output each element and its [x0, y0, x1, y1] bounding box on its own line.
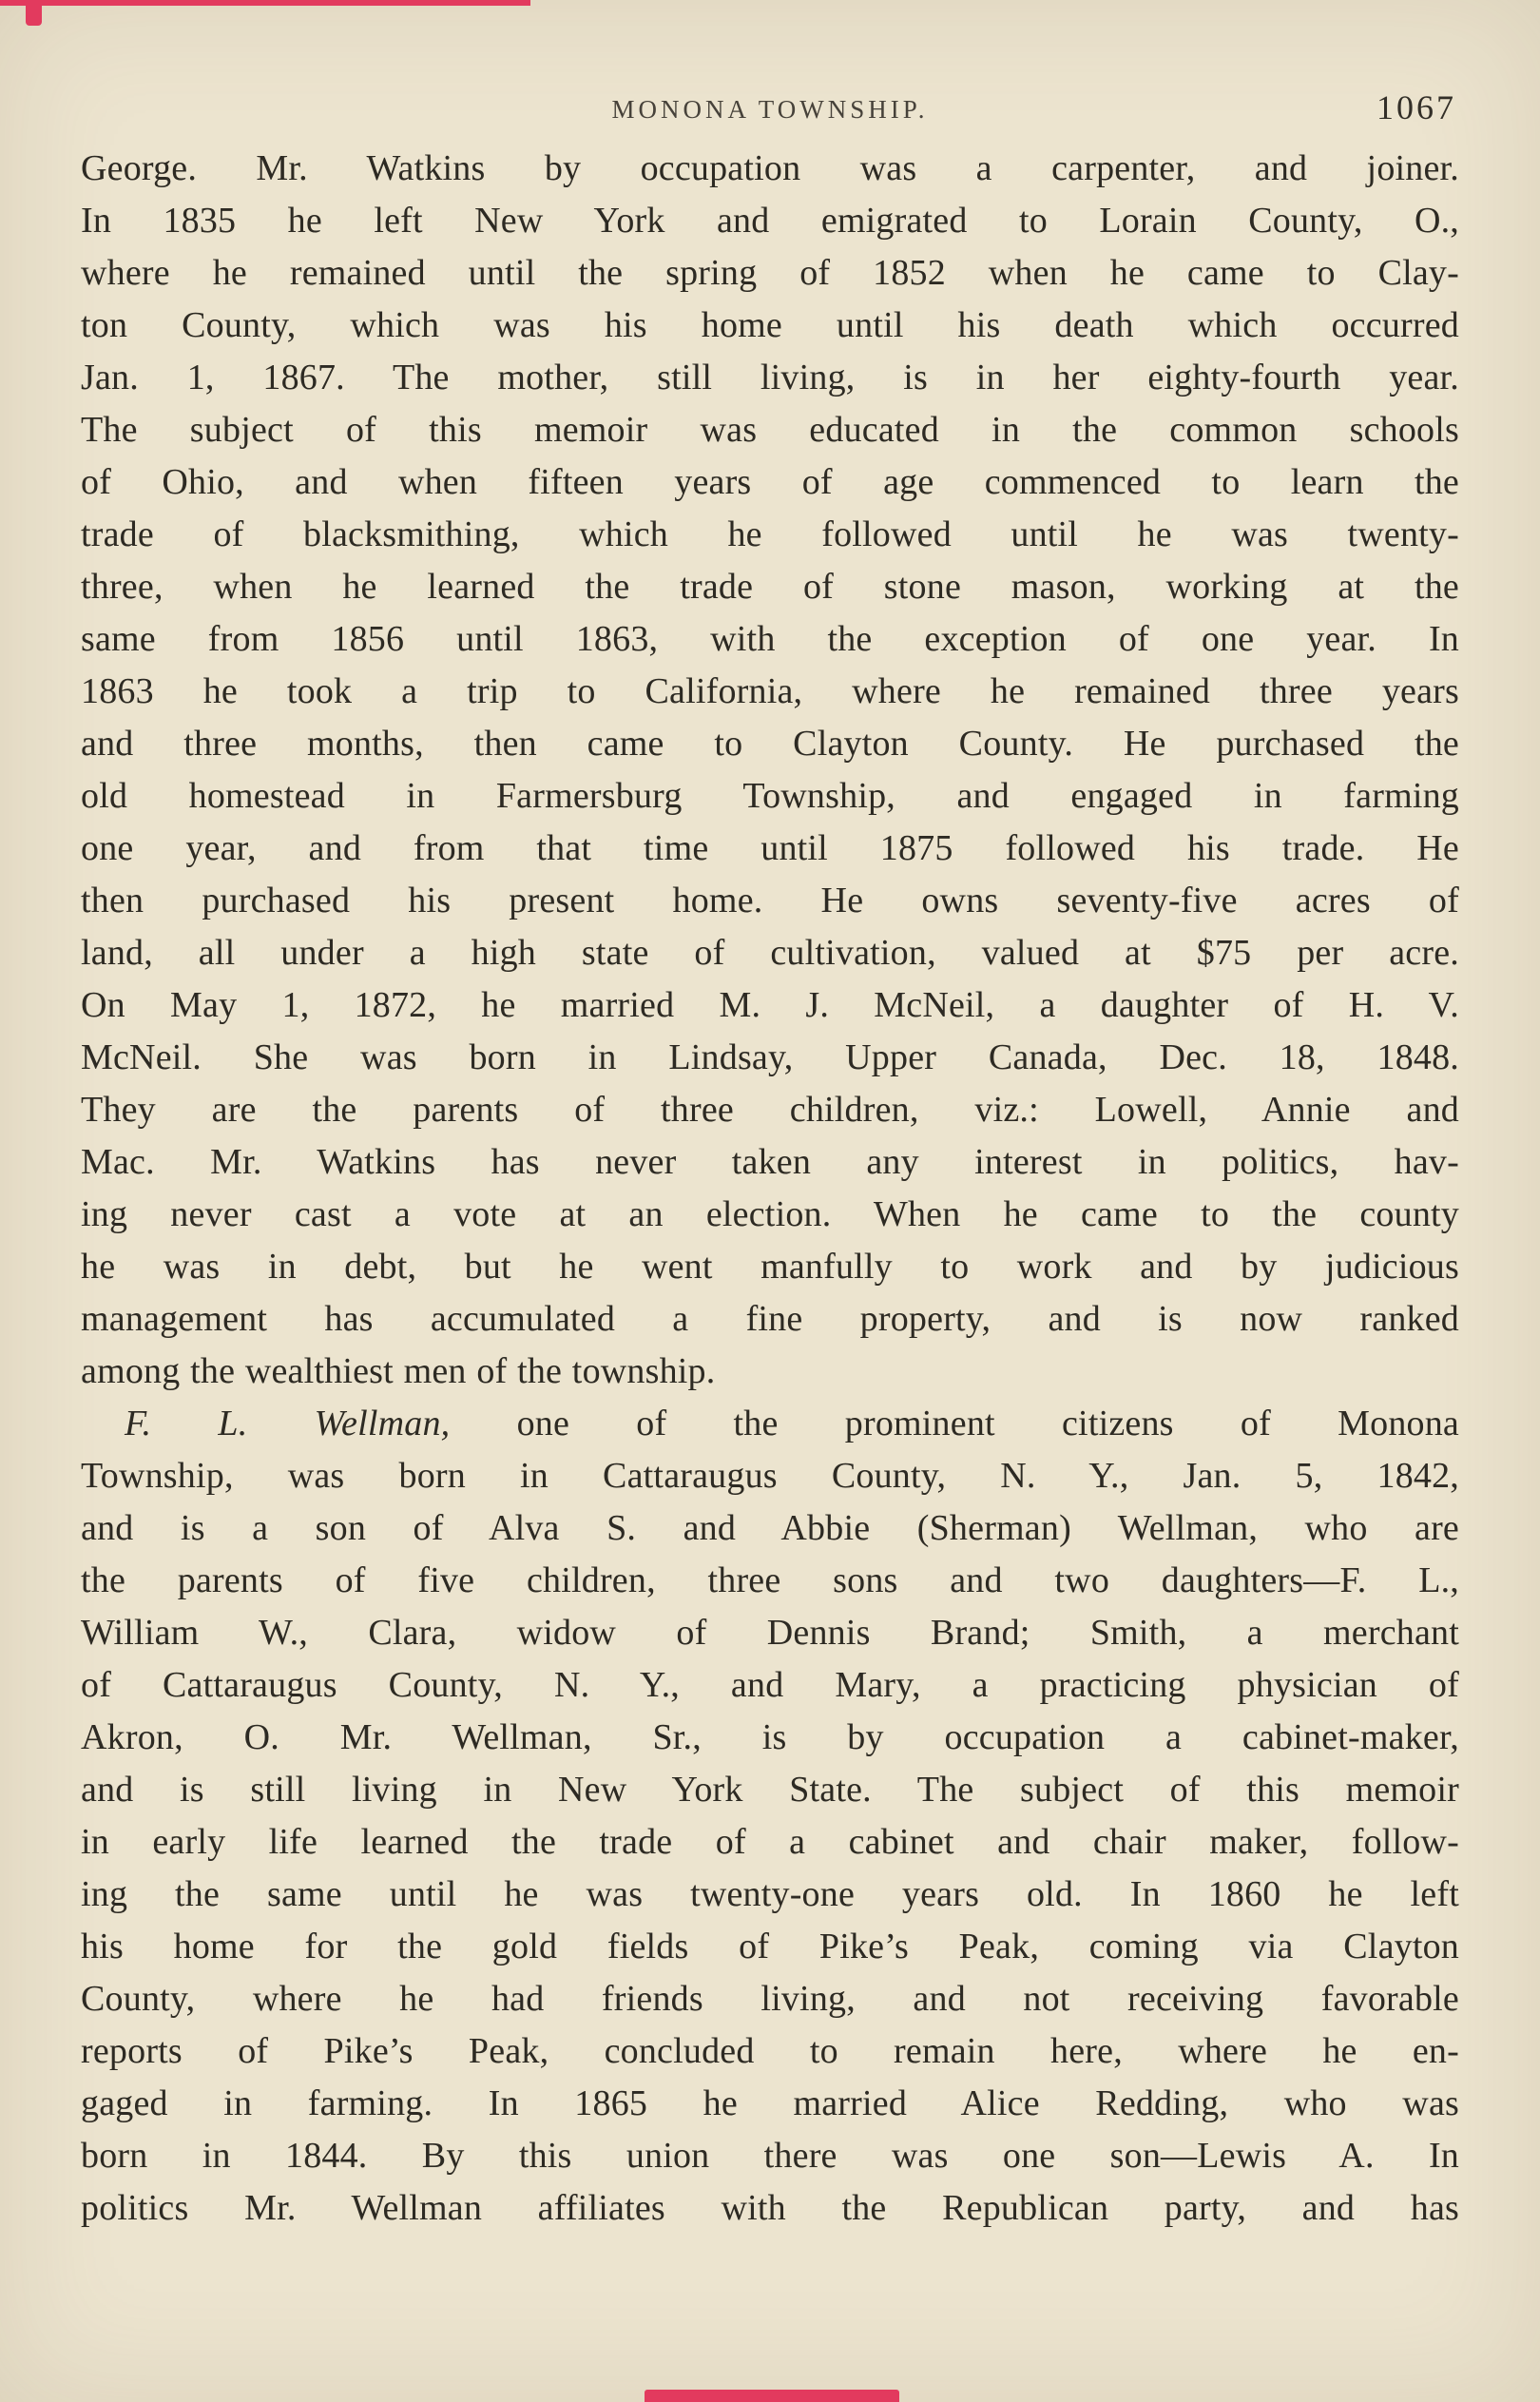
- text-line: Township, was born in Cattaraugus County, N. Y., Jan. 5, 1842,: [81, 1456, 1459, 1496]
- scan-artifact-top-corner: [26, 0, 42, 26]
- text-line: and is a son of Alva S. and Abbie (Sherman) Wellman, who are: [81, 1508, 1459, 1548]
- italic-lead: F. L. Wellman,: [125, 1404, 451, 1443]
- page-number: 1067: [1376, 88, 1456, 126]
- line-rest: one of the prominent citizens of Monona: [450, 1404, 1459, 1443]
- text-line: gaged in farming. In 1865 he married Alice Redding, who was: [81, 2083, 1459, 2123]
- text-line: Mac. Mr. Watkins has never taken any interest in politics, hav-: [81, 1142, 1459, 1182]
- scan-artifact-bottom-strip: [645, 2390, 899, 2402]
- text-line: management has accumulated a fine property, and is now ranked: [81, 1299, 1459, 1339]
- text-line: George. Mr. Watkins by occupation was a carpenter, and joiner.: [81, 148, 1459, 188]
- text-line: of Ohio, and when fifteen years of age commenced to learn the: [81, 462, 1459, 502]
- paragraph-wellman: [81, 1398, 1459, 2235]
- text-line: Jan. 1, 1867. The mother, still living, is in her eighty-fourth year.: [81, 358, 1459, 397]
- text-line: he was in debt, but he went manfully to work and by judicious: [81, 1247, 1459, 1287]
- scan-artifact-top-strip: [0, 0, 530, 6]
- text-line: land, all under a high state of cultivation, valued at $75 per acre.: [81, 933, 1459, 973]
- text-line: [81, 1398, 1459, 1450]
- text-line: Akron, O. Mr. Wellman, Sr., is by occupation a cabinet-maker,: [81, 1717, 1459, 1757]
- text-line: the parents of five children, three sons and two daughters—F. L.,: [81, 1560, 1459, 1600]
- text-line: of Cattaraugus County, N. Y., and Mary, a practicing physician of: [81, 1665, 1459, 1705]
- text-line: trade of blacksmithing, which he followed until he was twenty-: [81, 514, 1459, 554]
- text-line: and three months, then came to Clayton County. He purchased the: [81, 724, 1459, 764]
- paragraph-watkins: [81, 143, 1459, 1398]
- text-line: then purchased his present home. He owns seventy-five acres of: [81, 881, 1459, 920]
- text-line: and is still living in New York State. The subject of this memoir: [81, 1770, 1459, 1810]
- text-line: William W., Clara, widow of Dennis Brand; Smith, a merchant: [81, 1613, 1459, 1653]
- text-line: politics Mr. Wellman affiliates with the Republican party, and has: [81, 2188, 1459, 2228]
- text-line: in early life learned the trade of a cabinet and chair maker, follow-: [81, 1822, 1459, 1862]
- text-line: among the wealthiest men of the township.: [81, 1351, 716, 1391]
- running-title: MONONA TOWNSHIP.: [611, 95, 929, 124]
- text-line: his home for the gold fields of Pike’s Peak, coming via Clayton: [81, 1927, 1459, 1966]
- text-line: In 1835 he left New York and emigrated to Lorain County, O.,: [81, 201, 1459, 241]
- text-line: ton County, which was his home until his death which occurred: [81, 305, 1459, 345]
- text-line: born in 1844. By this union there was one son—Lewis A. In: [81, 2136, 1459, 2176]
- text-line: where he remained until the spring of 1852 when he came to Clay-: [81, 253, 1459, 293]
- body-text: [81, 143, 1459, 2235]
- text-line: ing never cast a vote at an election. When he came to the county: [81, 1194, 1459, 1234]
- text-line: The subject of this memoir was educated in the common schools: [81, 410, 1459, 450]
- text-line: County, where he had friends living, and not receiving favorable: [81, 1979, 1459, 2019]
- text-line: McNeil. She was born in Lindsay, Upper Canada, Dec. 18, 1848.: [81, 1037, 1459, 1077]
- text-line: ing the same until he was twenty-one years old. In 1860 he left: [81, 1874, 1459, 1914]
- text-line: old homestead in Farmersburg Township, and engaged in farming: [81, 776, 1459, 816]
- text-line: 1863 he took a trip to California, where he remained three years: [81, 671, 1459, 711]
- text-line: They are the parents of three children, viz.: Lowell, Annie and: [81, 1090, 1459, 1130]
- text-line: three, when he learned the trade of stone mason, working at the: [81, 567, 1459, 607]
- text-line: same from 1856 until 1863, with the exception of one year. In: [81, 619, 1459, 659]
- text-line: On May 1, 1872, he married M. J. McNeil, a daughter of H. V.: [81, 985, 1459, 1025]
- text-line: one year, and from that time until 1875 followed his trade. He: [81, 828, 1459, 868]
- text-line: reports of Pike’s Peak, concluded to remain here, where he en-: [81, 2031, 1459, 2071]
